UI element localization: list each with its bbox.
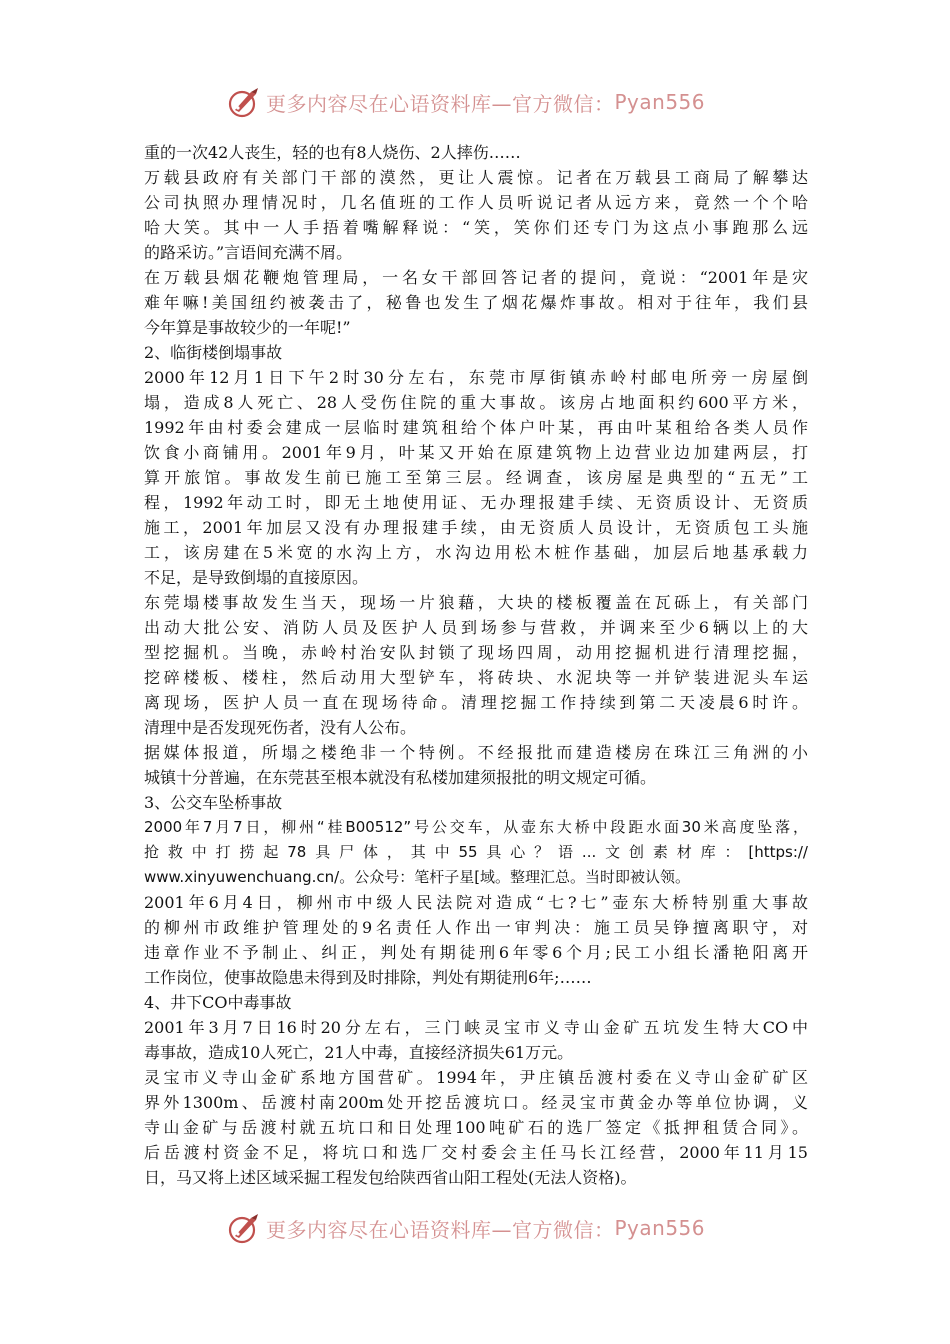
text-line: 在万载县烟花鞭炮管理局，一名女干部回答记者的提问，竟说：“2001年是灾 [144, 268, 808, 287]
article-body [144, 140, 808, 1190]
text-line: 哈大笑。其中一人手捂着嘴解释说：“笑，笑你们还专门为这点小事跑那么远 [144, 218, 808, 237]
text-line: 后岳渡村资金不足，将坑口和选厂交村委会主任马长江经营，2000年11月15 [144, 1143, 808, 1162]
text-line: 的柳州市政维护管理处的9名责任人作出一审判决：施工员吴铮擅离职守，对 [144, 918, 808, 937]
pen-nib-logo-icon [226, 1210, 262, 1246]
text-line: 灵宝市义寺山金矿系地方国营矿。1994年，尹庄镇岳渡村委在义寺山金矿矿区 [144, 1068, 808, 1087]
text-line: 不足，是导致倒塌的直接原因。 [144, 568, 369, 587]
text-line: 寺山金矿与岳渡村就五坑口和日处理100吨矿石的选厂签定《抵押租赁合同》。 [144, 1118, 808, 1137]
text-line: 型挖掘机。当晚，赤岭村治安队封锁了现场四周，动用挖掘机进行清理挖掘， [144, 643, 808, 662]
text-line: 城镇十分普遍，在东莞甚至根本就没有私楼加建须报批的明文规定可循。 [144, 768, 657, 787]
text-line: 毒事故，造成10人死亡，21人中毒，直接经济损失61万元。 [144, 1043, 574, 1062]
text-line: 据媒体报道，所塌之楼绝非一个特例。不经报批而建造楼房在珠江三角洲的小 [144, 743, 808, 762]
text-line: 2000年7月7日，柳州“桂B00512”号公交车，从壶东大桥中段距水面30米高度坠落， [144, 818, 808, 836]
text-line: 出动大批公安、消防人员及医护人员到场参与营救，并调来至少6辆以上的大 [144, 618, 808, 637]
text-line: 今年算是事故较少的一年呢!” [144, 318, 351, 337]
text-line: 2、临街楼倒塌事故 [144, 343, 283, 362]
text-line: 重的一次42人丧生，轻的也有8人烧伤、2人摔伤…… [144, 143, 521, 162]
text-line: 界外1300m、岳渡村南200m处开挖岳渡坑口。经灵宝市黄金办等单位协调，义 [144, 1093, 808, 1112]
text-line: www.xinyuwenchuang.cn/。公众号：笔杆子星[域。整理汇总。当时即被认领。 [144, 868, 691, 886]
text-line: 施工，2001年加层又没有办理报建手续，由无资质人员设计，无资质包工头施 [144, 518, 808, 537]
wechat-id: Pyan556 [614, 90, 706, 114]
pen-nib-logo-icon [226, 84, 262, 120]
text-line: 1992年由村委会建成一层临时建筑租给个体户叶某，再由叶某租给各类人员作 [144, 418, 808, 437]
text-line: 工，该房建在5米宽的水沟上方，水沟边用松木桩作基础，加层后地基承载力 [144, 543, 808, 562]
text-line: 清理中是否发现死伤者，没有人公布。 [144, 718, 417, 737]
watermark-text: 更多内容尽在心语资料库—官方微信： [266, 1217, 615, 1242]
text-line: 公司执照办理情况时，几名值班的工作人员听说记者从远方来，竟然一个个哈 [144, 193, 808, 212]
footer-watermark [226, 1208, 726, 1248]
text-line: 塌，造成8人死亡、28人受伤住院的重大事故。该房占地面积约600平方米， [144, 393, 808, 412]
text-line: 程，1992年动工时，即无土地使用证、无办理报建手续、无资质设计、无资质 [144, 493, 808, 512]
text-line: 万载县政府有关部门干部的漠然，更让人震惊。记者在万载县工商局了解攀达 [144, 168, 808, 187]
text-line: 算开旅馆。事故发生前已施工至第三层。经调查，该房屋是典型的“五无”工 [144, 468, 808, 487]
text-line: 的路采访。”言语间充满不屑。 [144, 243, 353, 262]
text-line: 抢救中打捞起78具尸体，其中55具心？语...文创素材库：[https:// [144, 843, 808, 861]
text-line: 饮食小商铺用。2001年9月，叶某又开始在原建筑物上边营业边加建两层，打 [144, 443, 808, 462]
text-line: 3、公交车坠桥事故 [144, 793, 283, 812]
watermark-text: 更多内容尽在心语资料库—官方微信： [266, 91, 615, 116]
text-line: 离现场，医护人员一直在现场待命。清理挖掘工作持续到第二天凌晨6时许。 [144, 693, 808, 712]
text-line: 东莞塌楼事故发生当天，现场一片狼藉，大块的楼板覆盖在瓦砾上，有关部门 [144, 593, 808, 612]
text-line: 工作岗位，使事故隐患未得到及时排除，判处有期徒刑6年;…… [144, 968, 592, 987]
wechat-id: Pyan556 [614, 1216, 706, 1240]
text-line: 日，马又将上述区域采掘工程发包给陕西省山阳工程处(无法人资格)。 [144, 1168, 637, 1187]
text-line: 挖碎楼板、楼柱，然后动用大型铲车，将砖块、水泥块等一并铲装进泥头车运 [144, 668, 808, 687]
header-watermark [226, 82, 726, 122]
text-line: 4、井下CO中毒事故 [144, 993, 292, 1012]
text-line: 2001年6月4日，柳州市中级人民法院对造成“七?七”壶东大桥特别重大事故 [144, 893, 808, 912]
text-line: 难年嘛!美国纽约被袭击了，秘鲁也发生了烟花爆炸事故。相对于往年，我们县 [144, 293, 808, 312]
text-line: 2000年12月1日下午2时30分左右，东莞市厚街镇赤岭村邮电所旁一房屋倒 [144, 368, 808, 387]
text-line: 违章作业不予制止、纠正，判处有期徒刑6年零6个月;民工小组长潘艳阳离开 [144, 943, 808, 962]
text-line: 2001年3月7日16时20分左右，三门峡灵宝市义寺山金矿五坑发生特大CO中 [144, 1018, 808, 1037]
